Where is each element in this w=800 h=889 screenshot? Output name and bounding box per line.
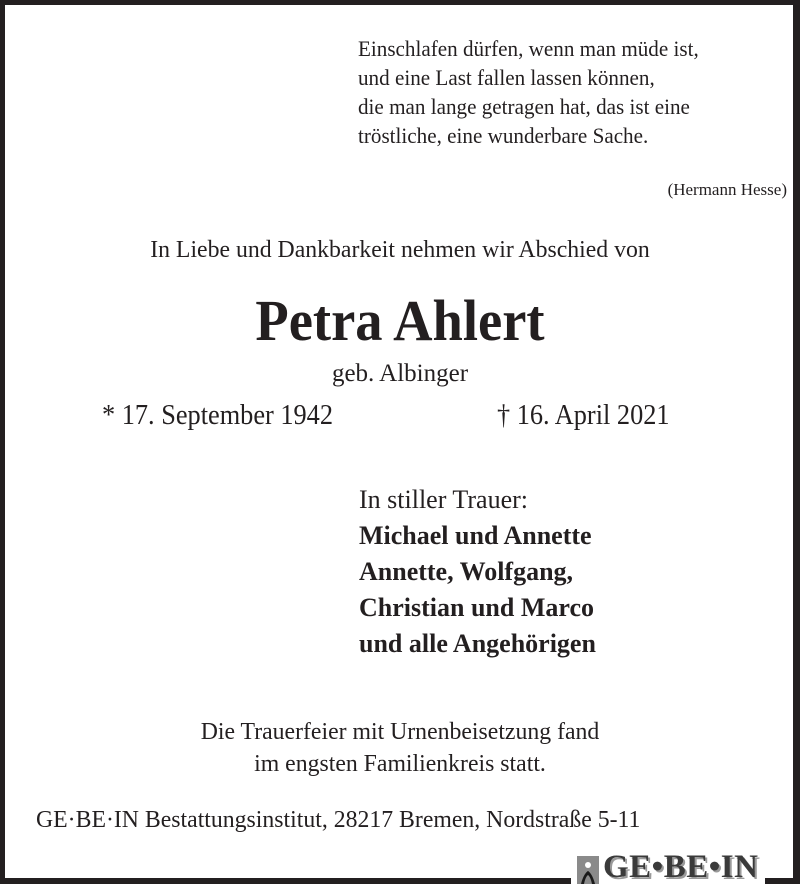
death-date: † 16. April 2021 [497,400,670,431]
quote-line: tröstliche, eine wunderbare Sache. [358,123,649,148]
service-line: im engsten Familienkreis statt. [254,750,546,777]
service-line: Die Trauerfeier mit Urnenbeisetzung fand [200,718,600,745]
deceased-name: Petra Ahlert [255,288,545,353]
border-bottom-left [0,878,571,884]
border-top [0,0,800,5]
quote-line: und eine Last fallen lassen können, [358,65,655,90]
mourner-line: Michael und Annette [359,521,592,550]
logo-text: GE•BE•IN [603,849,759,885]
birth-date: * 17. September 1942 [102,400,334,431]
border-right [793,0,800,884]
quote-line: die man lange getragen hat, das ist eine [358,94,690,119]
mourner-line: und alle Angehörigen [359,629,596,658]
gebein-logo [577,851,758,884]
mourner-line: Annette, Wolfgang, [359,557,574,586]
mourners-block [359,482,596,662]
quote-author: (Hermann Hesse) [667,180,787,199]
hesse-quote [358,34,713,150]
mourner-line: Christian und Marco [359,593,594,622]
person-icon [577,856,599,884]
intro-text: In Liebe und Dankbarkeit nehmen wir Abschied von [150,236,650,263]
border-bottom-right [765,878,800,884]
quote-line: Einschlafen dürfen, wenn man müde ist, [358,36,699,61]
mourners-heading: In stiller Trauer: [359,485,528,514]
maiden-name: geb. Albinger [331,360,469,387]
service-notice [12,716,788,780]
funeral-home-address: GE·BE·IN Bestattungsinstitut, 28217 Bremen, Nordstraße 5-11 [36,806,641,833]
border-left [0,0,5,884]
